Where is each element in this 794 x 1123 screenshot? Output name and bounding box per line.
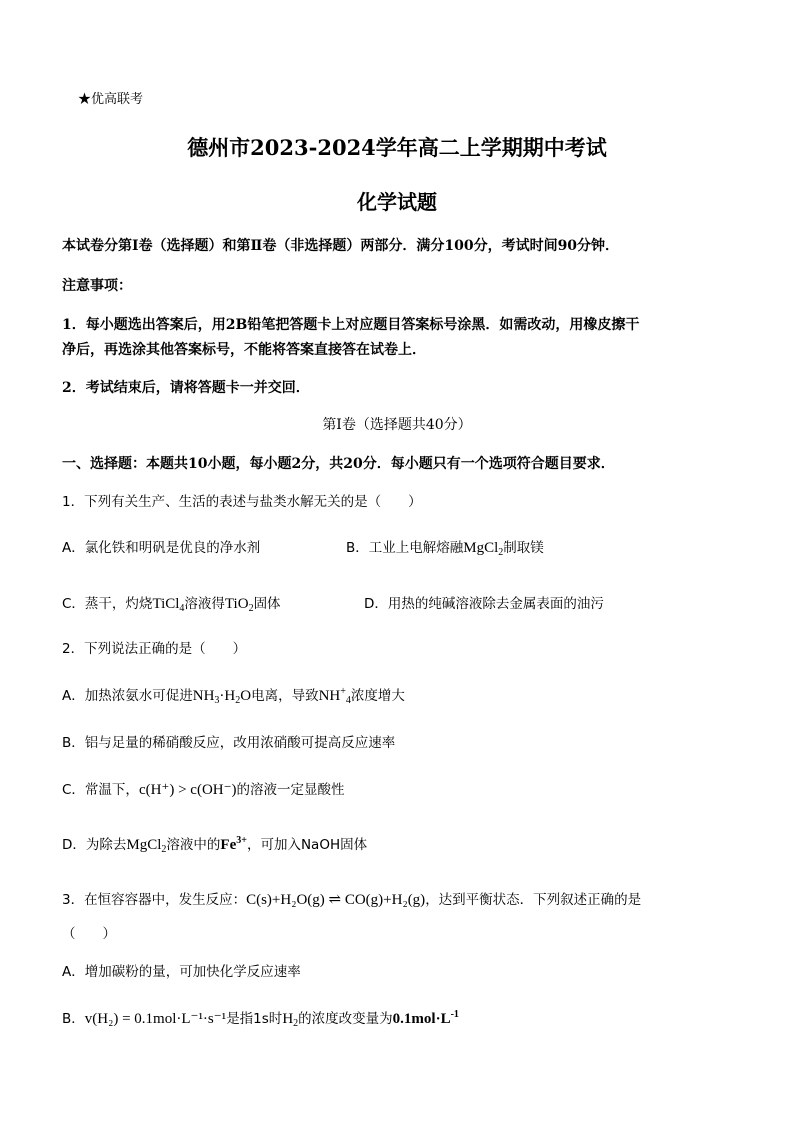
section-title: 第Ⅰ卷（选择题共40分）	[322, 417, 472, 433]
q3-option-b: B．v(H₂) = 0.1mol·L⁻¹·s⁻¹是指1s时$H_2$的浓度改变量为$0.1mol\cdot L^{-1}$	[62, 1009, 459, 1029]
q1-option-d: D．用热的纯碱溶液除去金属表面的油污	[364, 596, 604, 612]
q2-option-d: D．为除去MgCl$_2$溶液中的$Fe^{3+}$，可加入NaOH固体	[62, 835, 368, 855]
question-2-stem: 2．下列说法正确的是（ ）	[62, 641, 247, 657]
q3-option-a: A．增加碳粉的量，可加快化学反应速率	[62, 964, 301, 980]
notice-2: 2．考试结束后，请将答题卡一并交回．	[62, 380, 310, 396]
notice-1-cont: 净后，再选涂其他答案标号，不能将答案直接答在试卷上．	[62, 342, 426, 358]
notice-1: 1．每小题选出答案后，用2B铅笔把答题卡上对应题目答案标号涂黑．如需改动，用橡皮擦干	[62, 317, 640, 333]
exam-title: 德州市2023-2024学年高二上学期期中考试	[187, 135, 607, 160]
subject-title: 化学试题	[357, 190, 437, 214]
exam-badge: ★优高联考	[78, 92, 144, 107]
question-3-stem-cont: （ ）	[62, 926, 116, 942]
question-3-stem: 3．在恒容容器中，发生反应：C(s)+H₂O(g) ⇌ CO(g)+H₂(g)，达到平衡状态．下列叙述正确的是	[62, 892, 642, 908]
question-1-stem: 1．下列有关生产、生活的表述与盐类水解无关的是（ ）	[62, 494, 422, 510]
exam-intro: 本试卷分第Ⅰ卷（选择题）和第Ⅱ卷（非选择题）两部分．满分100分，考试时间90分钟．	[62, 238, 620, 254]
q2-option-c: C．常温下，c(H⁺) > c(OH⁻)的溶液一定显酸性	[62, 782, 345, 798]
section-heading: 一、选择题：本题共10小题，每小题2分，共20分．每小题只有一个选项符合题目要求．	[62, 456, 615, 472]
notice-heading: 注意事项：	[62, 278, 132, 294]
q2-option-a: A．加热浓氨水可促进$NH_3\cdot H_2O$电离，导致$NH^+_4$浓度增大	[62, 686, 405, 706]
q1-option-a: A．氯化铁和明矾是优良的净水剂	[62, 540, 261, 556]
q1-option-c: C．蒸干，灼烧TiCl$_4$溶液得TiO$_2$固体	[62, 596, 281, 614]
q2-option-b: B．铝与足量的稀硝酸反应，改用浓硝酸可提高反应速率	[62, 735, 396, 751]
q1-option-b: B．工业上电解熔融MgCl$_2$制取镁	[346, 540, 544, 558]
